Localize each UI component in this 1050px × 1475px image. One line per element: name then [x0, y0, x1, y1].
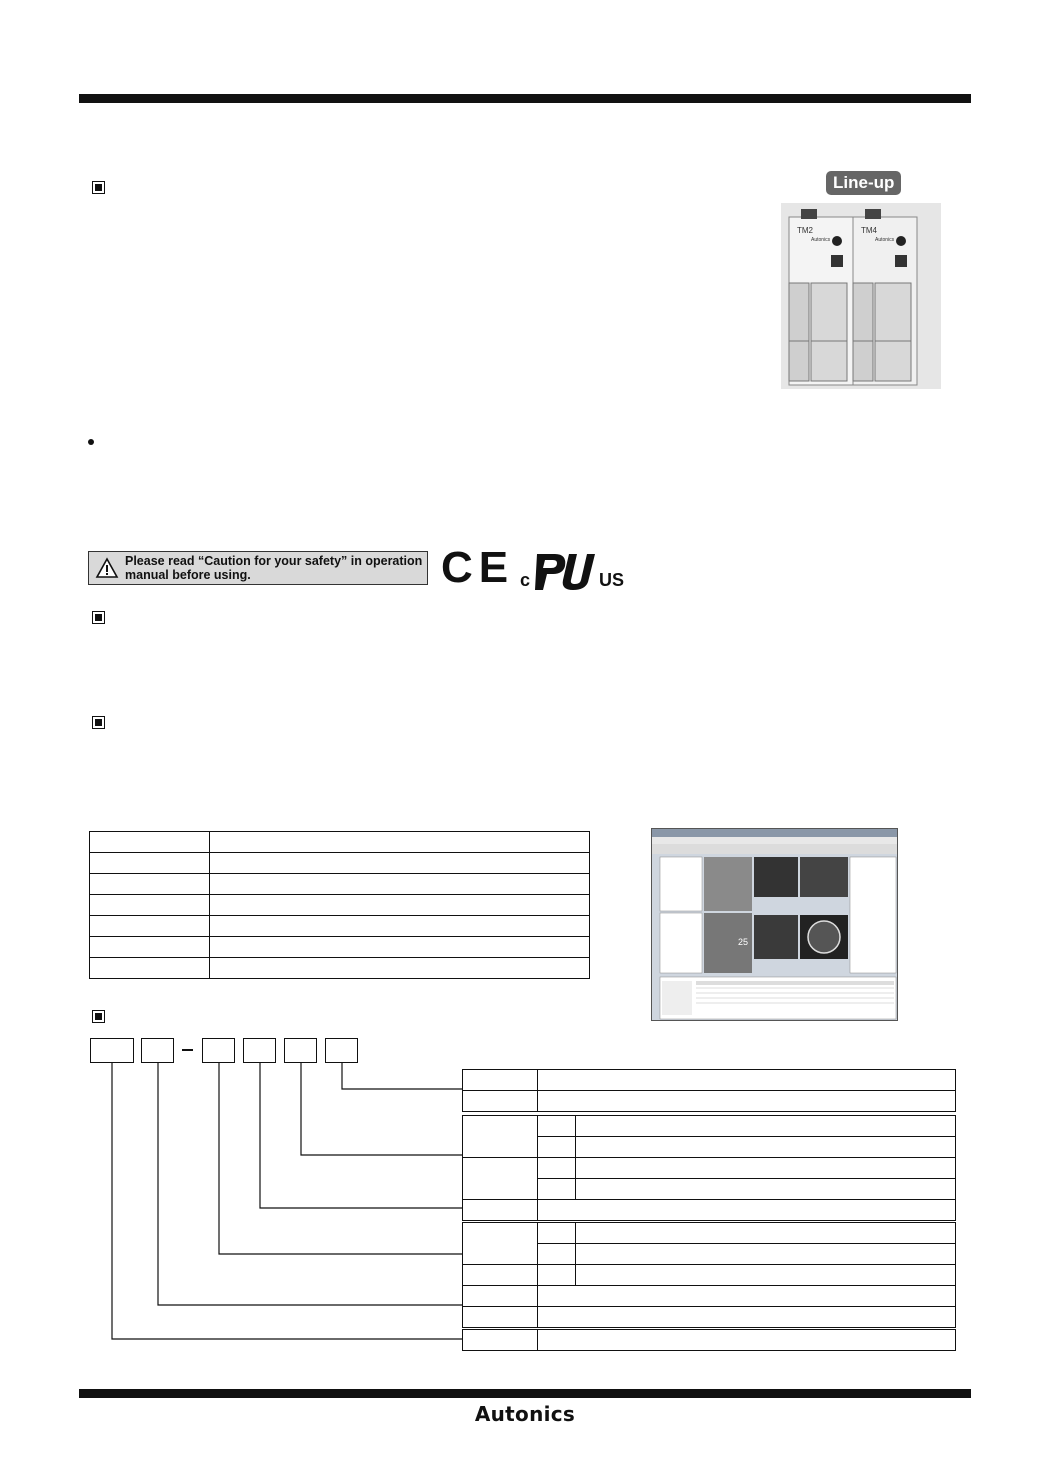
table-cell	[538, 1116, 576, 1137]
table-cell	[463, 1116, 538, 1158]
ul-prefix: c	[520, 570, 531, 590]
table-cell	[463, 1286, 538, 1307]
table-cell	[538, 1200, 956, 1221]
lineup-badge: Line-up	[826, 171, 901, 195]
caution-line-2: manual before using.	[125, 568, 251, 582]
table-cell	[463, 1330, 538, 1351]
caution-line-1: Please read “Caution for your safety” in operation	[125, 554, 423, 568]
table-cell	[538, 1307, 956, 1328]
table-row	[463, 1286, 956, 1307]
ordering-table-3	[462, 1222, 956, 1286]
table-row	[463, 1091, 956, 1112]
table-cell	[576, 1158, 956, 1179]
table-cell	[538, 1070, 956, 1091]
table-cell	[538, 1091, 956, 1112]
table-cell	[576, 1265, 956, 1286]
unit-1-brand: Autonics	[811, 237, 831, 243]
table-cell	[463, 1307, 538, 1328]
table-cell	[463, 1158, 538, 1200]
table-cell	[538, 1179, 576, 1200]
ul-suffix: US	[599, 570, 625, 590]
table-cell	[538, 1158, 576, 1179]
screenshot-readout: 25	[738, 937, 749, 947]
table-row	[463, 1307, 956, 1328]
table-row	[463, 1116, 956, 1137]
table-cell	[576, 1116, 956, 1137]
footer-brand-logo: Autonics	[474, 1402, 576, 1426]
table-row	[463, 1200, 956, 1221]
table-row	[463, 1330, 956, 1351]
footer-rule	[79, 1389, 971, 1398]
ordering-table-2	[462, 1115, 956, 1221]
table-cell	[576, 1137, 956, 1158]
unit-2-label: TM4	[861, 226, 877, 235]
table-cell	[463, 1265, 538, 1286]
unit-2-brand: Autonics	[875, 237, 895, 243]
table-cell	[538, 1286, 956, 1307]
table-row	[463, 1070, 956, 1091]
table-cell	[576, 1244, 956, 1265]
table-cell	[538, 1137, 576, 1158]
table-cell	[463, 1091, 538, 1112]
table-cell	[538, 1244, 576, 1265]
ordering-table-1	[462, 1069, 956, 1112]
table-row	[463, 1265, 956, 1286]
table-cell	[463, 1200, 538, 1221]
table-row	[463, 1158, 956, 1179]
table-cell	[538, 1330, 956, 1351]
ce-mark-icon: CE	[441, 543, 515, 592]
table-cell	[576, 1223, 956, 1244]
ordering-table-4	[462, 1285, 956, 1328]
table-cell	[463, 1070, 538, 1091]
table-cell	[463, 1223, 538, 1265]
table-row	[463, 1223, 956, 1244]
table-cell	[538, 1265, 576, 1286]
ordering-table-5	[462, 1329, 956, 1351]
table-cell	[576, 1179, 956, 1200]
unit-1-label: TM2	[797, 226, 813, 235]
table-cell	[538, 1223, 576, 1244]
